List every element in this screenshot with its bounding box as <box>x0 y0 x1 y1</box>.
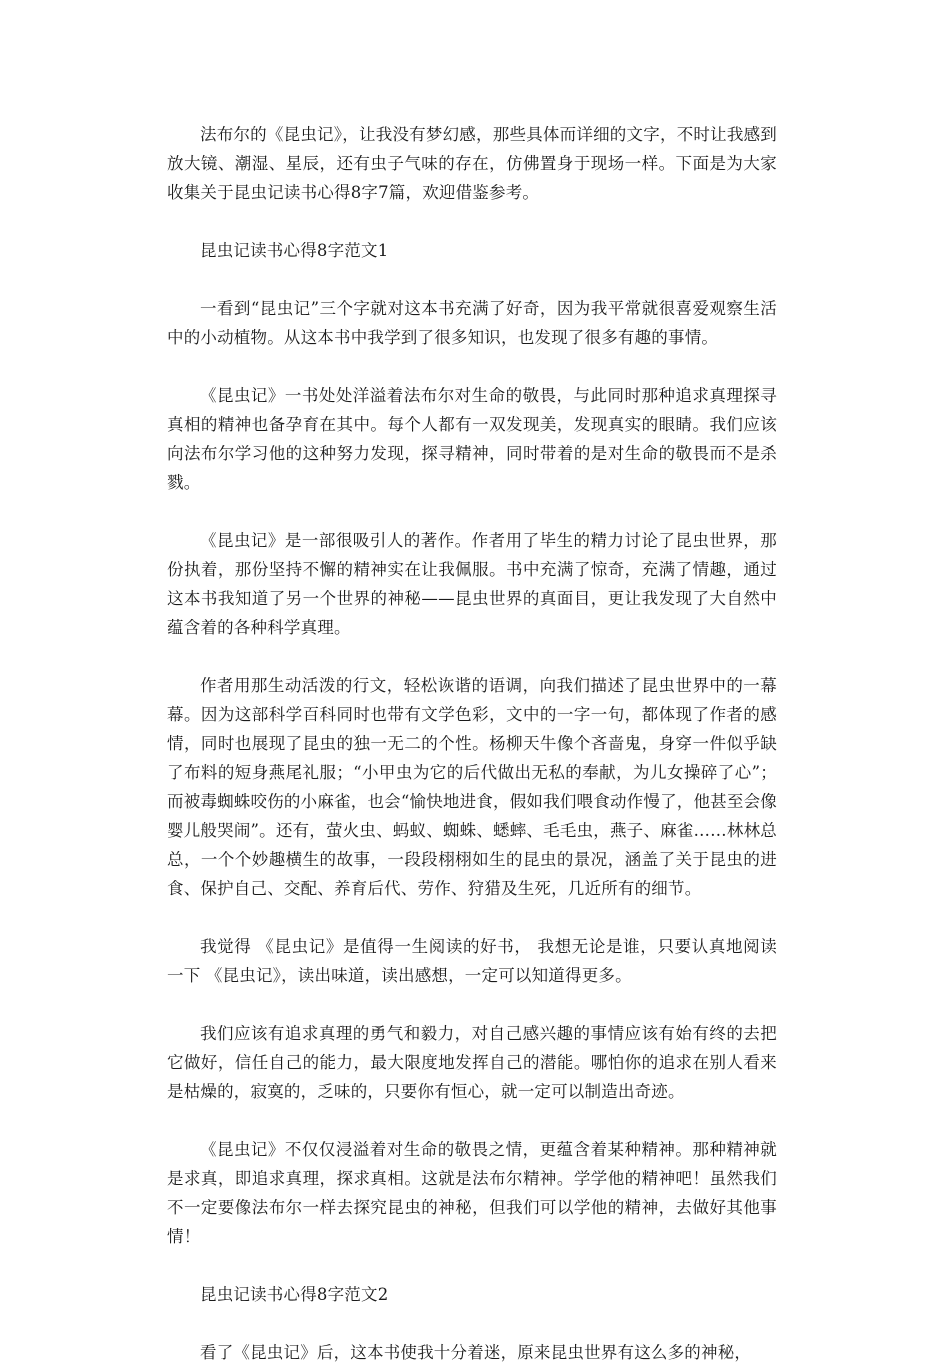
body-paragraph: 一看到“昆虫记”三个字就对这本书充满了好奇，因为我平常就很喜爱观察生活中的小动植物。从这本书中我学到了很多知识，也发现了很多有趣的事情。 <box>167 299 777 347</box>
body-paragraph: 我觉得 《昆虫记》是值得一生阅读的好书， 我想无论是谁，只要认真地阅读一下 《昆虫记》，读出味道，读出感想，一定可以知道得更多。 <box>167 937 777 985</box>
paragraph-gap <box>167 352 777 381</box>
body-paragraph: 《昆虫记》是一部很吸引人的著作。作者用了毕生的精力讨论了昆虫世界，那份执着，那份坚持不懈的精神实在让我佩服。书中充满了惊奇，充满了情趣，通过这本书我知道了另一个世界的神秘——昆虫世界的真面目，更让我发现了大自然中蕴含着的各种科学真理。 <box>167 531 777 637</box>
intro-paragraph: 法布尔的《昆虫记》，让我没有梦幻感，那些具体而详细的文字，不时让我感到放大镜、潮湿、星辰，还有虫子气味的存在，仿佛置身于现场一样。下面是为大家收集关于昆虫记读书心得8字7篇，欢迎借鉴参考。 <box>167 125 777 202</box>
paragraph-gap <box>167 265 777 294</box>
paragraph-gap <box>167 642 777 671</box>
paragraph-gap <box>167 497 777 526</box>
body-paragraph: 我们应该有追求真理的勇气和毅力，对自己感兴趣的事情应该有始有终的去把它做好，信任自己的能力，最大限度地发挥自己的潜能。哪怕你的追求在别人看来是枯燥的，寂寞的，乏味的，只要你有恒心，就一定可以制造出奇迹。 <box>167 1024 777 1101</box>
body-paragraph: 《昆虫记》一书处处洋溢着法布尔对生命的敬畏，与此同时那种追求真理探寻真相的精神也备孕育在其中。每个人都有一双发现美，发现真实的眼睛。我们应该向法布尔学习他的这种努力发现，探寻精神，同时带着的是对生命的敬畏而不是杀戮。 <box>167 386 777 492</box>
body-paragraph: 《昆虫记》不仅仅浸溢着对生命的敬畏之情，更蕴含着某种精神。那种精神就是求真，即追求真理，探求真相。这就是法布尔精神。学学他的精神吧！虽然我们不一定要像法布尔一样去探究昆虫的神秘，但我们可以学他的精神，去做好其他事情！ <box>167 1140 777 1246</box>
body-paragraph: 看了《昆虫记》后，这本书使我十分着迷，原来昆虫世界有这么多的神秘， <box>200 1343 752 1362</box>
section-heading-2: 昆虫记读书心得8字范文2 <box>200 1285 389 1304</box>
paragraph-gap <box>167 903 777 932</box>
document-page <box>167 120 777 1367</box>
paragraph-gap <box>167 990 777 1019</box>
paragraph-gap <box>167 1251 777 1280</box>
paragraph-gap <box>167 207 777 236</box>
body-paragraph: 作者用那生动活泼的行文，轻松诙谐的语调，向我们描述了昆虫世界中的一幕幕。因为这部科学百科同时也带有文学色彩，文中的一字一句，都体现了作者的感情，同时也展现了昆虫的独一无二的个性。杨柳天牛像个吝啬鬼，身穿一件似乎缺了布料的短身燕尾礼服；“小甲虫为它的后代做出无私的奉献，为儿女操碎了心”；而被毒蜘蛛咬伤的小麻雀，也会“愉快地进食，假如我们喂食动作慢了，他甚至会像婴儿般哭闹”。还有，萤火虫、蚂蚁、蜘蛛、蟋蟀、毛毛虫，燕子、麻雀……林林总总，一个个妙趣横生的故事，一段段栩栩如生的昆虫的景况，涵盖了关于昆虫的进食、保护自己、交配、养育后代、劳作、狩猎及生死，几近所有的细节。 <box>167 676 777 898</box>
paragraph-gap <box>167 1106 777 1135</box>
paragraph-gap <box>167 1309 777 1338</box>
section-heading-1: 昆虫记读书心得8字范文1 <box>200 241 389 260</box>
